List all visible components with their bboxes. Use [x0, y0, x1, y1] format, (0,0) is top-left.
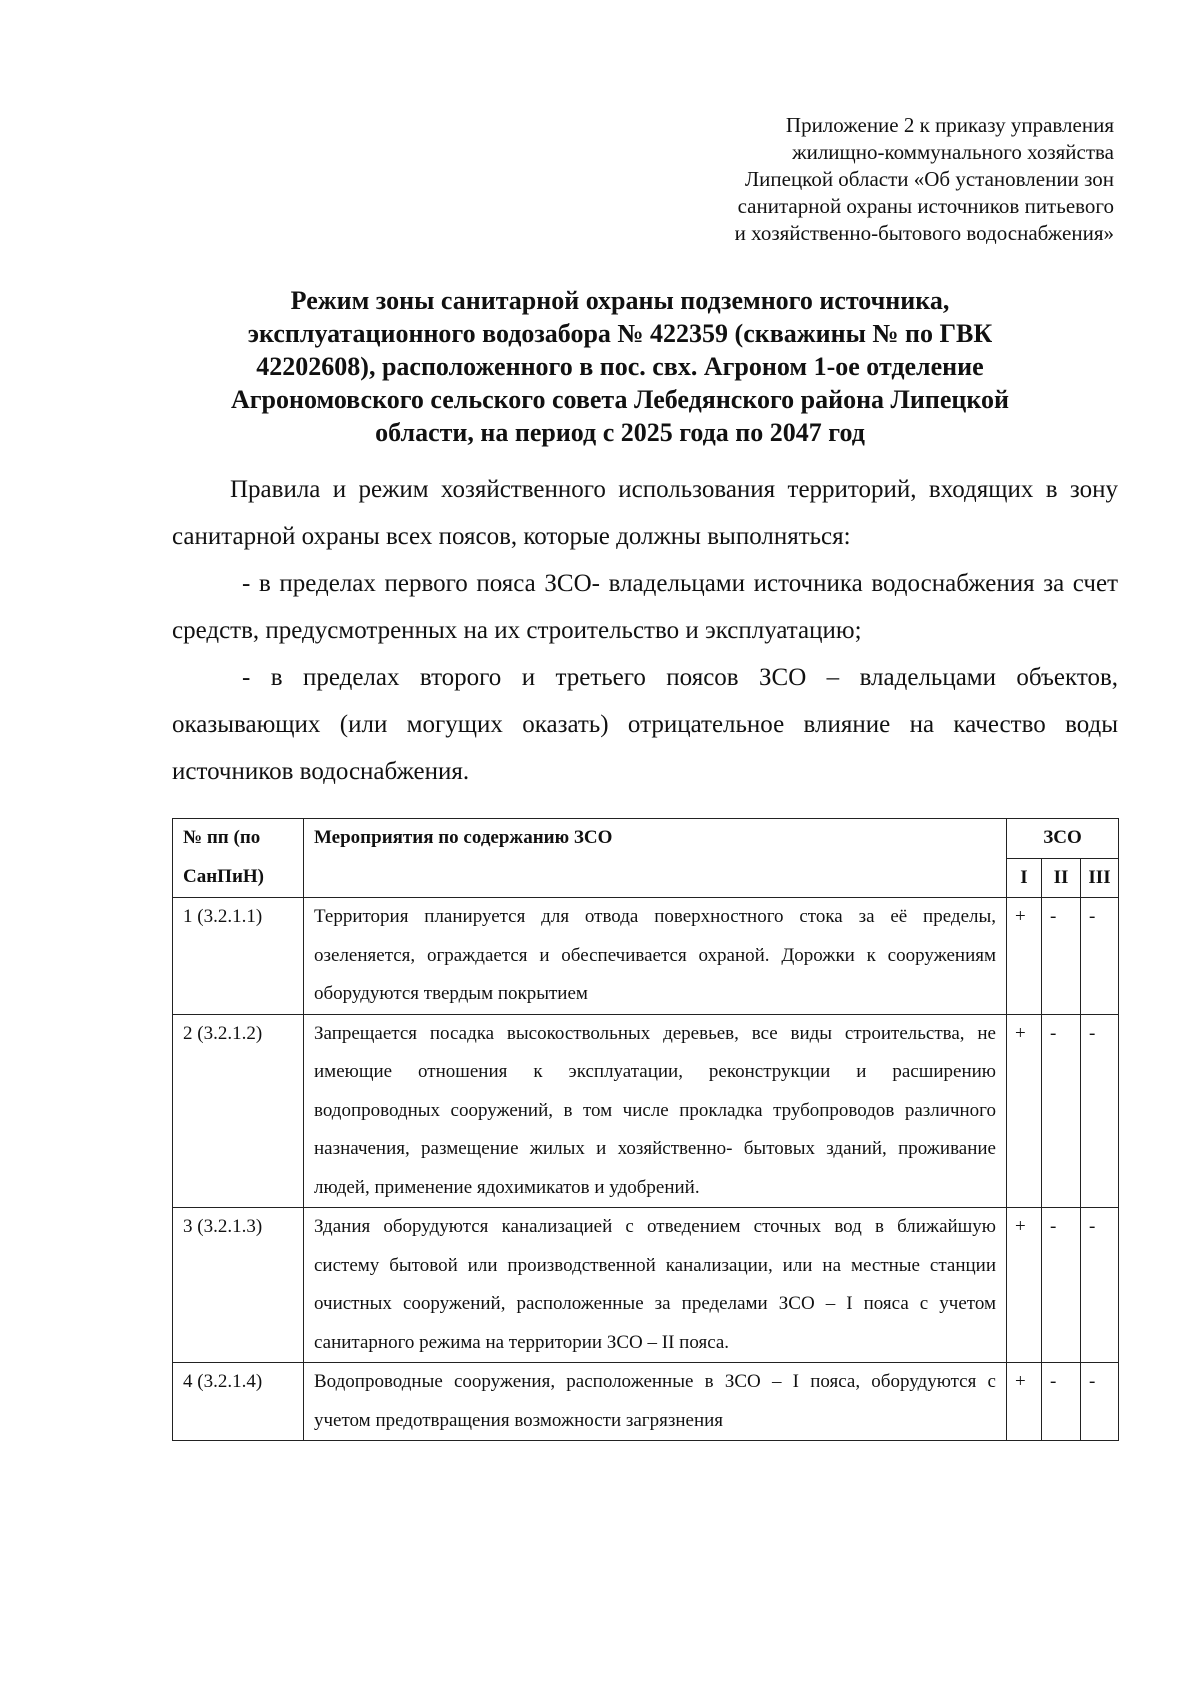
row-num: 2 (3.2.1.2): [173, 1014, 304, 1208]
table-row: [173, 898, 1119, 1015]
row-text: Территория планируется для отвода поверхностного стока за её пределы, озеленяется, ограждается и обеспечивается охраной. Дорожки к сооружениям оборудуются твердым покрытием: [304, 898, 1007, 1015]
appendix-line: и хозяйственно-бытового водоснабжения»: [734, 221, 1114, 245]
header-measures: Мероприятия по содержанию ЗСО: [304, 819, 1007, 898]
row-text: Водопроводные сооружения, расположенные в ЗСО – I пояса, оборудуются с учетом предотвращения возможности загрязнения: [314, 1371, 996, 1431]
title-line: Агрономовского сельского совета Лебедянского района Липецкой: [230, 385, 1010, 414]
row-belt-2: -: [1042, 1363, 1081, 1441]
row-belt-1: +: [1007, 1014, 1042, 1208]
row-text-cell: [304, 1363, 1007, 1441]
document-body: [172, 466, 1118, 795]
header-zso: ЗСО: [1007, 819, 1119, 859]
intro-paragraph: Правила и режим хозяйственного использования территорий, входящих в зону санитарной охраны всех поясов, которые должны выполняться:: [172, 476, 1118, 550]
row-belt-3: -: [1081, 1363, 1119, 1441]
row-belt-3: -: [1081, 898, 1119, 1015]
header-belt-3: III: [1081, 858, 1119, 898]
table-row: [173, 1208, 1119, 1363]
title-line: области, на период с 2025 года по 2047 год: [375, 418, 865, 447]
row-belt-2: -: [1042, 1014, 1081, 1208]
row-text: Запрещается посадка высокоствольных деревьев, все виды строительства, не имеющие отношения к эксплуатации, реконструкции и расширению водопроводных сооружений, в том числе прокладка трубопроводов различного назначения, размещение жилых и хозяйственно- бытовых зданий, проживание людей, применение ядохимикатов и удобрений.: [304, 1014, 1007, 1208]
row-num: 1 (3.2.1.1): [173, 898, 304, 1015]
header-num: № пп (по СанПиН): [173, 819, 304, 898]
document-title: [170, 284, 1070, 449]
row-belt-1: +: [1007, 898, 1042, 1015]
table-row: [173, 1014, 1119, 1208]
row-belt-2: -: [1042, 898, 1081, 1015]
row-belt-3: -: [1081, 1208, 1119, 1363]
row-num: 4 (3.2.1.4): [173, 1363, 304, 1441]
row-belt-3: -: [1081, 1014, 1119, 1208]
zso-measures-table: [172, 818, 1119, 1441]
header-belt-2: II: [1042, 858, 1081, 898]
appendix-header: [554, 112, 1114, 247]
appendix-line: жилищно-коммунального хозяйства: [792, 140, 1114, 164]
row-text: Здания оборудуются канализацией с отведением сточных вод в ближайшую систему бытовой или производственной канализации, или на местные станции очистных сооружений, расположенные за пределами ЗСО – I пояса с учетом санитарного режима на территории ЗСО – II пояса.: [304, 1208, 1007, 1363]
appendix-line: Липецкой области «Об установлении зон: [744, 167, 1114, 191]
row-num: 3 (3.2.1.3): [173, 1208, 304, 1363]
appendix-line: Приложение 2 к приказу управления: [785, 113, 1114, 137]
header-belt-1: I: [1007, 858, 1042, 898]
appendix-line: санитарной охраны источников питьевого: [737, 194, 1114, 218]
title-line: Режим зоны санитарной охраны подземного источника,: [290, 286, 950, 315]
row-belt-1: +: [1007, 1363, 1042, 1441]
title-line: 42202608), расположенного в пос. свх. Агроном 1-ое отделение: [256, 352, 984, 381]
title-line: эксплуатационного водозабора № 422359 (скважины № по ГВК: [247, 319, 993, 348]
first-belt-paragraph: - в пределах первого пояса ЗСО- владельцами источника водоснабжения за счет средств, предусмотренных на их строительство и эксплуатацию;: [172, 570, 1118, 644]
table-header-row: [173, 819, 1119, 859]
row-belt-2: -: [1042, 1208, 1081, 1363]
row-belt-1: +: [1007, 1208, 1042, 1363]
second-third-belt-paragraph: - в пределах второго и третьего поясов ЗСО – владельцами объектов, оказывающих (или могущих оказать) отрицательное влияние на качество воды источников водоснабжения.: [172, 664, 1118, 785]
table-row: [173, 1363, 1119, 1441]
